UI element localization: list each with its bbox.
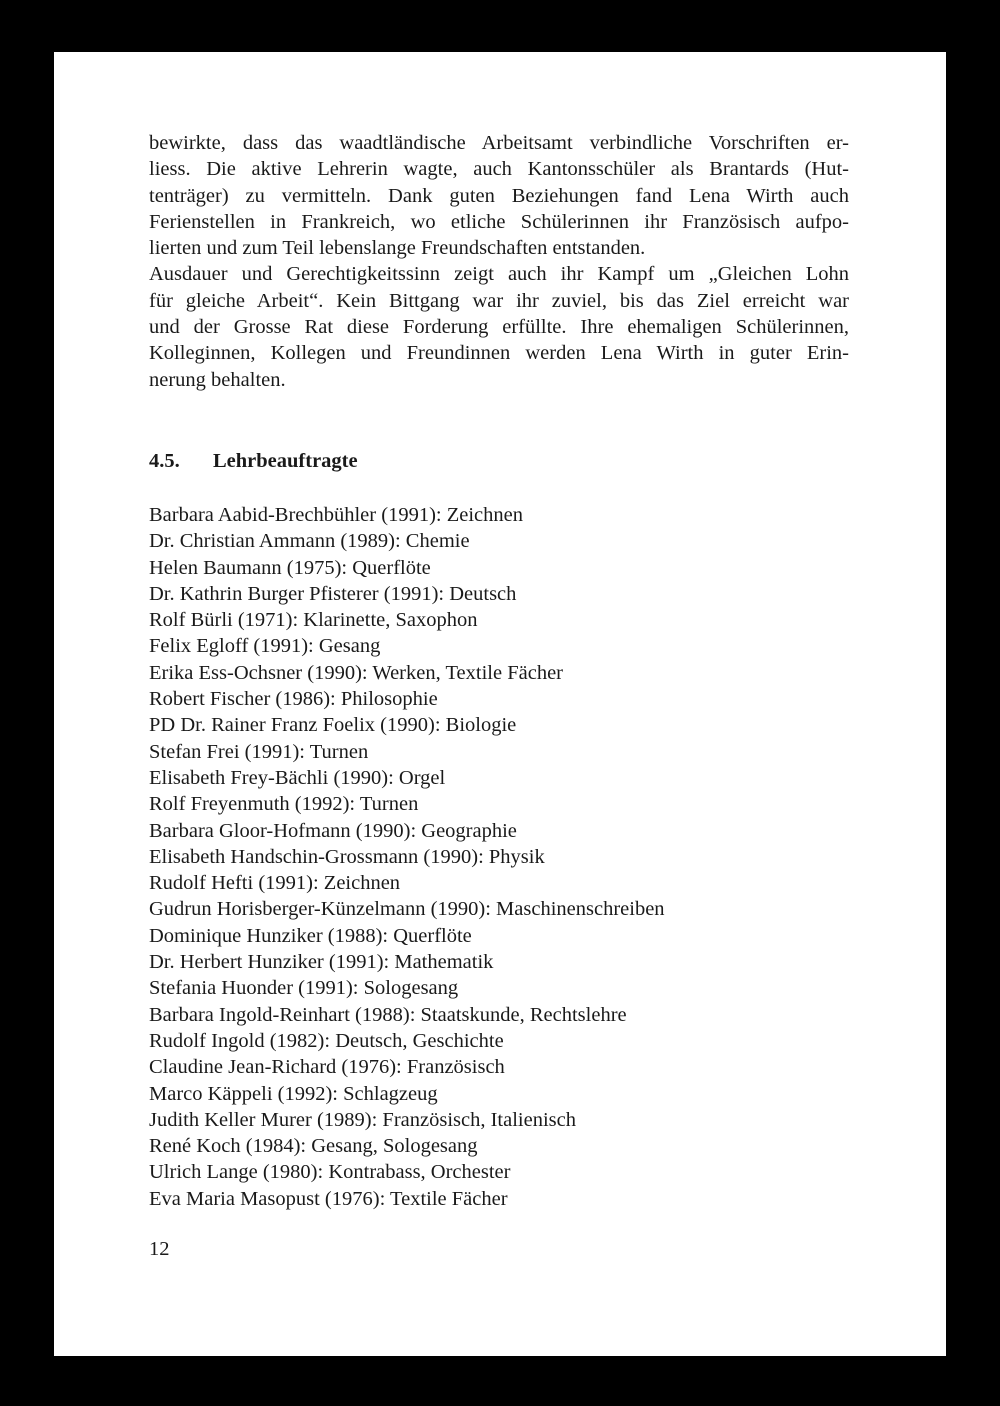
list-item: Eva Maria Masopust (1976): Textile Fächer (149, 1187, 508, 1210)
staff-list (149, 502, 665, 1212)
list-item: Rudolf Ingold (1982): Deutsch, Geschichte (149, 1029, 504, 1052)
section-number: 4.5. (149, 450, 180, 472)
list-item: Helen Baumann (1975): Querflöte (149, 556, 431, 579)
list-item: Stefania Huonder (1991): Sologesang (149, 977, 459, 1000)
list-item: Gudrun Horisberger-Künzelmann (1990): Maschinenschreiben (149, 898, 665, 921)
list-item: Stefan Frei (1991): Turnen (149, 740, 369, 763)
list-item: Elisabeth Handschin-Grossmann (1990): Physik (149, 845, 545, 868)
page-content (149, 130, 849, 1210)
body-line: bewirkte, dass das waadtländische Arbeitsamt verbindliche Vorschriften er- (149, 132, 849, 154)
body-line: und der Grosse Rat diese Forderung erfüllte. Ihre ehemaligen Schülerinnen, (149, 316, 849, 339)
list-item: Ulrich Lange (1980): Kontrabass, Orchester (149, 1161, 511, 1184)
list-item: Dr. Christian Ammann (1989): Chemie (149, 530, 470, 553)
body-line: Kolleginnen, Kollegen und Freundinnen werden Lena Wirth in guter Erin- (149, 342, 849, 365)
body-line: Ferienstellen in Frankreich, wo etliche Schülerinnen ihr Französisch aufpo- (149, 210, 849, 233)
body-paragraph (149, 130, 849, 393)
body-line: liess. Die aktive Lehrerin wagte, auch Kantonsschüler als Brantards (Hut- (149, 158, 849, 181)
list-item: Dominique Hunziker (1988): Querflöte (149, 924, 472, 947)
page-number: 12 (149, 1238, 170, 1260)
list-item: René Koch (1984): Gesang, Sologesang (149, 1135, 478, 1158)
list-item: Dr. Kathrin Burger Pfisterer (1991): Deutsch (149, 582, 517, 605)
list-item: Judith Keller Murer (1989): Französisch, Italienisch (149, 1108, 576, 1131)
list-item: Claudine Jean-Richard (1976): Französisch (149, 1056, 505, 1079)
list-item: Elisabeth Frey-Bächli (1990): Orgel (149, 766, 446, 789)
list-item: Erika Ess-Ochsner (1990): Werken, Textile Fächer (149, 661, 563, 684)
section-heading (149, 450, 358, 473)
list-item: Rolf Bürli (1971): Klarinette, Saxophon (149, 609, 478, 632)
list-item: Marco Käppeli (1992): Schlagzeug (149, 1082, 438, 1105)
list-item: PD Dr. Rainer Franz Foelix (1990): Biologie (149, 714, 517, 737)
list-item: Barbara Ingold-Reinhart (1988): Staatskunde, Rechtslehre (149, 1003, 627, 1026)
list-item: Barbara Aabid-Brechbühler (1991): Zeichnen (149, 504, 523, 526)
list-item: Robert Fischer (1986): Philosophie (149, 688, 438, 711)
list-item: Dr. Herbert Hunziker (1991): Mathematik (149, 951, 494, 974)
document-page (54, 52, 946, 1356)
section-title: Lehrbeauftragte (213, 450, 358, 472)
list-item: Rudolf Hefti (1991): Zeichnen (149, 872, 401, 895)
list-item: Barbara Gloor-Hofmann (1990): Geographie (149, 819, 517, 842)
body-line: tenträger) zu vermitteln. Dank guten Beziehungen fand Lena Wirth auch (149, 184, 849, 207)
list-item: Felix Egloff (1991): Gesang (149, 635, 381, 658)
list-item: Rolf Freyenmuth (1992): Turnen (149, 793, 419, 816)
body-line: lierten und zum Teil lebenslange Freundschaften entstanden. (149, 237, 646, 260)
body-line: für gleiche Arbeit“. Kein Bittgang war ihr zuviel, bis das Ziel erreicht war (149, 289, 849, 312)
body-line: Ausdauer und Gerechtigkeitssinn zeigt auch ihr Kampf um „Gleichen Lohn (149, 263, 849, 286)
body-line: nerung behalten. (149, 368, 286, 391)
